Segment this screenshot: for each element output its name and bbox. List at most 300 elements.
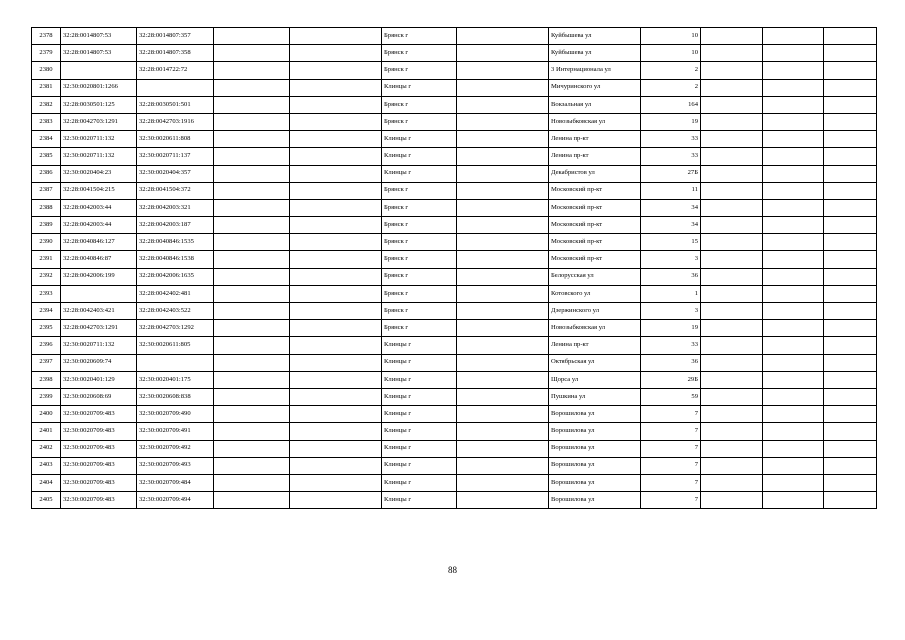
house-number-cell: 19 <box>641 113 701 130</box>
empty-cell <box>290 492 382 509</box>
house-number-cell: 27Б <box>641 165 701 182</box>
empty-cell <box>763 217 824 234</box>
empty-cell <box>457 217 549 234</box>
object-cadastral-number-cell: 32:28:0042003:321 <box>137 199 214 216</box>
empty-cell <box>290 131 382 148</box>
empty-cell <box>290 251 382 268</box>
row-number-cell: 2393 <box>32 285 61 302</box>
row-number-cell: 2401 <box>32 423 61 440</box>
row-number-cell: 2390 <box>32 234 61 251</box>
table-row <box>32 96 877 113</box>
empty-cell <box>701 131 763 148</box>
row-number-cell: 2397 <box>32 354 61 371</box>
empty-cell <box>763 28 824 45</box>
object-cadastral-number-cell <box>137 79 214 96</box>
object-cadastral-number-cell: 32:28:0040846:1538 <box>137 251 214 268</box>
house-number-cell: 33 <box>641 337 701 354</box>
cadastral-number-cell: 32:28:0014807:53 <box>61 28 137 45</box>
empty-cell <box>457 337 549 354</box>
cadastral-number-cell: 32:30:0020608:69 <box>61 388 137 405</box>
row-number-cell: 2398 <box>32 371 61 388</box>
empty-cell <box>701 354 763 371</box>
empty-cell <box>824 234 877 251</box>
empty-cell <box>457 148 549 165</box>
row-number-cell: 2402 <box>32 440 61 457</box>
locality-cell: Клинцы г <box>382 371 457 388</box>
empty-cell <box>701 457 763 474</box>
street-cell: Ленина пр-кт <box>549 337 641 354</box>
house-number-cell: 15 <box>641 234 701 251</box>
locality-cell: Брянск г <box>382 303 457 320</box>
street-cell: Вокзальная ул <box>549 96 641 113</box>
row-number-cell: 2399 <box>32 388 61 405</box>
table-row <box>32 303 877 320</box>
house-number-cell: 11 <box>641 182 701 199</box>
street-cell: Московский пр-кт <box>549 251 641 268</box>
cadastral-number-cell: 32:30:0020609:74 <box>61 354 137 371</box>
row-number-cell: 2388 <box>32 199 61 216</box>
locality-cell: Клинцы г <box>382 406 457 423</box>
street-cell: Ворошилова ул <box>549 474 641 491</box>
house-number-cell: 10 <box>641 28 701 45</box>
locality-cell: Брянск г <box>382 96 457 113</box>
empty-cell <box>824 406 877 423</box>
object-cadastral-number-cell: 32:28:0014807:357 <box>137 28 214 45</box>
empty-cell <box>290 199 382 216</box>
empty-cell <box>457 165 549 182</box>
cadastral-number-cell: 32:28:0042006:199 <box>61 268 137 285</box>
row-number-cell: 2400 <box>32 406 61 423</box>
cadastral-number-cell: 32:30:0020709:483 <box>61 406 137 423</box>
empty-cell <box>214 268 290 285</box>
table-row <box>32 251 877 268</box>
cadastral-number-cell: 32:28:0014807:53 <box>61 45 137 62</box>
empty-cell <box>457 285 549 302</box>
empty-cell <box>290 148 382 165</box>
street-cell: Ворошилова ул <box>549 406 641 423</box>
empty-cell <box>214 457 290 474</box>
empty-cell <box>763 423 824 440</box>
street-cell: Московский пр-кт <box>549 182 641 199</box>
object-cadastral-number-cell: 32:28:0040846:1535 <box>137 234 214 251</box>
empty-cell <box>457 354 549 371</box>
row-number-cell: 2384 <box>32 131 61 148</box>
empty-cell <box>290 285 382 302</box>
house-number-cell: 59 <box>641 388 701 405</box>
empty-cell <box>457 406 549 423</box>
house-number-cell: 164 <box>641 96 701 113</box>
house-number-cell: 34 <box>641 199 701 216</box>
house-number-cell: 2 <box>641 62 701 79</box>
empty-cell <box>824 62 877 79</box>
empty-cell <box>701 474 763 491</box>
empty-cell <box>290 337 382 354</box>
table-body <box>32 28 877 509</box>
empty-cell <box>290 217 382 234</box>
empty-cell <box>214 285 290 302</box>
empty-cell <box>457 199 549 216</box>
street-cell: Московский пр-кт <box>549 234 641 251</box>
empty-cell <box>824 113 877 130</box>
empty-cell <box>457 268 549 285</box>
empty-cell <box>824 199 877 216</box>
house-number-cell: 3 <box>641 303 701 320</box>
table-row <box>32 113 877 130</box>
empty-cell <box>824 354 877 371</box>
empty-cell <box>457 388 549 405</box>
table-row <box>32 371 877 388</box>
empty-cell <box>763 440 824 457</box>
empty-cell <box>763 268 824 285</box>
table-row <box>32 285 877 302</box>
table-row <box>32 217 877 234</box>
object-cadastral-number-cell: 32:28:0042003:187 <box>137 217 214 234</box>
empty-cell <box>457 234 549 251</box>
object-cadastral-number-cell: 32:30:0020611:808 <box>137 131 214 148</box>
empty-cell <box>701 62 763 79</box>
empty-cell <box>701 113 763 130</box>
empty-cell <box>214 62 290 79</box>
locality-cell: Клинцы г <box>382 388 457 405</box>
house-number-cell: 7 <box>641 423 701 440</box>
street-cell: Куйбышева ул <box>549 28 641 45</box>
empty-cell <box>290 474 382 491</box>
house-number-cell: 2 <box>641 79 701 96</box>
cadastral-number-cell <box>61 285 137 302</box>
house-number-cell: 33 <box>641 131 701 148</box>
house-number-cell: 7 <box>641 440 701 457</box>
house-number-cell: 3 <box>641 251 701 268</box>
empty-cell <box>763 354 824 371</box>
street-cell: Московский пр-кт <box>549 199 641 216</box>
row-number-cell: 2396 <box>32 337 61 354</box>
cadastral-number-cell <box>61 62 137 79</box>
house-number-cell: 19 <box>641 320 701 337</box>
table-row <box>32 492 877 509</box>
empty-cell <box>214 234 290 251</box>
locality-cell: Брянск г <box>382 268 457 285</box>
cadastral-number-cell: 32:30:0020709:483 <box>61 492 137 509</box>
empty-cell <box>701 148 763 165</box>
house-number-cell: 36 <box>641 268 701 285</box>
empty-cell <box>824 182 877 199</box>
empty-cell <box>824 131 877 148</box>
object-cadastral-number-cell: 32:30:0020611:805 <box>137 337 214 354</box>
empty-cell <box>290 371 382 388</box>
locality-cell: Клинцы г <box>382 131 457 148</box>
street-cell: Декабристов ул <box>549 165 641 182</box>
cadastral-number-cell: 32:30:0020711:132 <box>61 337 137 354</box>
cadastral-number-cell: 32:28:0042403:421 <box>61 303 137 320</box>
empty-cell <box>701 388 763 405</box>
locality-cell: Клинцы г <box>382 165 457 182</box>
locality-cell: Брянск г <box>382 199 457 216</box>
cadastral-number-cell: 32:28:0030501:125 <box>61 96 137 113</box>
empty-cell <box>214 131 290 148</box>
empty-cell <box>824 492 877 509</box>
table-row <box>32 234 877 251</box>
locality-cell: Брянск г <box>382 62 457 79</box>
object-cadastral-number-cell: 32:30:0020608:838 <box>137 388 214 405</box>
empty-cell <box>701 371 763 388</box>
cadastral-number-cell: 32:30:0020711:132 <box>61 148 137 165</box>
empty-cell <box>763 285 824 302</box>
empty-cell <box>457 320 549 337</box>
locality-cell: Клинцы г <box>382 440 457 457</box>
empty-cell <box>824 457 877 474</box>
house-number-cell: 1 <box>641 285 701 302</box>
empty-cell <box>824 371 877 388</box>
street-cell: Ворошилова ул <box>549 457 641 474</box>
locality-cell: Клинцы г <box>382 337 457 354</box>
locality-cell: Клинцы г <box>382 423 457 440</box>
empty-cell <box>824 148 877 165</box>
empty-cell <box>701 199 763 216</box>
empty-cell <box>290 28 382 45</box>
empty-cell <box>763 165 824 182</box>
empty-cell <box>763 96 824 113</box>
object-cadastral-number-cell: 32:28:0042703:1916 <box>137 113 214 130</box>
empty-cell <box>763 62 824 79</box>
empty-cell <box>701 406 763 423</box>
empty-cell <box>214 440 290 457</box>
empty-cell <box>701 79 763 96</box>
row-number-cell: 2382 <box>32 96 61 113</box>
empty-cell <box>824 474 877 491</box>
table-row <box>32 199 877 216</box>
house-number-cell: 33 <box>641 148 701 165</box>
empty-cell <box>290 457 382 474</box>
street-cell: Пушкина ул <box>549 388 641 405</box>
empty-cell <box>763 492 824 509</box>
empty-cell <box>214 148 290 165</box>
empty-cell <box>701 492 763 509</box>
empty-cell <box>763 45 824 62</box>
table-row <box>32 45 877 62</box>
empty-cell <box>290 388 382 405</box>
object-cadastral-number-cell: 32:30:0020709:491 <box>137 423 214 440</box>
object-cadastral-number-cell: 32:28:0030501:501 <box>137 96 214 113</box>
locality-cell: Клинцы г <box>382 148 457 165</box>
object-cadastral-number-cell: 32:28:0042403:522 <box>137 303 214 320</box>
street-cell: Куйбышева ул <box>549 45 641 62</box>
empty-cell <box>290 45 382 62</box>
empty-cell <box>290 113 382 130</box>
object-cadastral-number-cell: 32:30:0020709:492 <box>137 440 214 457</box>
empty-cell <box>763 320 824 337</box>
empty-cell <box>701 28 763 45</box>
street-cell: Ленина пр-кт <box>549 131 641 148</box>
empty-cell <box>457 457 549 474</box>
empty-cell <box>457 474 549 491</box>
empty-cell <box>214 113 290 130</box>
empty-cell <box>824 303 877 320</box>
object-cadastral-number-cell: 32:30:0020709:490 <box>137 406 214 423</box>
empty-cell <box>701 45 763 62</box>
empty-cell <box>701 285 763 302</box>
object-cadastral-number-cell: 32:28:0041504:372 <box>137 182 214 199</box>
empty-cell <box>701 217 763 234</box>
empty-cell <box>457 79 549 96</box>
cadastral-number-cell: 32:30:0020709:483 <box>61 440 137 457</box>
empty-cell <box>701 234 763 251</box>
empty-cell <box>824 165 877 182</box>
empty-cell <box>701 268 763 285</box>
empty-cell <box>290 423 382 440</box>
empty-cell <box>214 337 290 354</box>
row-number-cell: 2391 <box>32 251 61 268</box>
empty-cell <box>763 251 824 268</box>
street-cell: Ворошилова ул <box>549 423 641 440</box>
empty-cell <box>763 406 824 423</box>
street-cell: Котовского ул <box>549 285 641 302</box>
table-row <box>32 354 877 371</box>
empty-cell <box>701 440 763 457</box>
object-cadastral-number-cell: 32:30:0020404:357 <box>137 165 214 182</box>
empty-cell <box>214 165 290 182</box>
empty-cell <box>290 406 382 423</box>
cadastral-number-cell: 32:28:0040846:87 <box>61 251 137 268</box>
empty-cell <box>824 388 877 405</box>
empty-cell <box>763 303 824 320</box>
empty-cell <box>214 303 290 320</box>
object-cadastral-number-cell: 32:30:0020401:175 <box>137 371 214 388</box>
row-number-cell: 2394 <box>32 303 61 320</box>
empty-cell <box>457 440 549 457</box>
empty-cell <box>214 217 290 234</box>
locality-cell: Клинцы г <box>382 457 457 474</box>
table-row <box>32 131 877 148</box>
page-number: 88 <box>448 565 457 575</box>
empty-cell <box>457 113 549 130</box>
street-cell: Ворошилова ул <box>549 440 641 457</box>
cadastral-number-cell: 32:28:0040846:127 <box>61 234 137 251</box>
registry-table <box>31 27 877 509</box>
empty-cell <box>214 423 290 440</box>
row-number-cell: 2383 <box>32 113 61 130</box>
empty-cell <box>824 45 877 62</box>
empty-cell <box>214 28 290 45</box>
locality-cell: Брянск г <box>382 28 457 45</box>
empty-cell <box>214 45 290 62</box>
house-number-cell: 29Б <box>641 371 701 388</box>
row-number-cell: 2379 <box>32 45 61 62</box>
house-number-cell: 34 <box>641 217 701 234</box>
street-cell: Октябрьская ул <box>549 354 641 371</box>
empty-cell <box>763 337 824 354</box>
house-number-cell: 7 <box>641 474 701 491</box>
locality-cell: Клинцы г <box>382 492 457 509</box>
table-row <box>32 440 877 457</box>
empty-cell <box>290 354 382 371</box>
empty-cell <box>701 251 763 268</box>
empty-cell <box>701 165 763 182</box>
locality-cell: Брянск г <box>382 285 457 302</box>
empty-cell <box>214 320 290 337</box>
object-cadastral-number-cell: 32:30:0020709:484 <box>137 474 214 491</box>
cadastral-number-cell: 32:28:0042003:44 <box>61 217 137 234</box>
cadastral-number-cell: 32:30:0020401:129 <box>61 371 137 388</box>
empty-cell <box>290 320 382 337</box>
empty-cell <box>290 234 382 251</box>
object-cadastral-number-cell: 32:28:0042402:481 <box>137 285 214 302</box>
table-row <box>32 337 877 354</box>
house-number-cell: 7 <box>641 406 701 423</box>
cadastral-number-cell: 32:30:0020404:23 <box>61 165 137 182</box>
table-row <box>32 28 877 45</box>
locality-cell: Брянск г <box>382 45 457 62</box>
row-number-cell: 2387 <box>32 182 61 199</box>
empty-cell <box>824 440 877 457</box>
empty-cell <box>701 423 763 440</box>
empty-cell <box>824 285 877 302</box>
house-number-cell: 7 <box>641 457 701 474</box>
street-cell: Новозыбковская ул <box>549 113 641 130</box>
locality-cell: Брянск г <box>382 217 457 234</box>
house-number-cell: 36 <box>641 354 701 371</box>
object-cadastral-number-cell: 32:30:0020709:493 <box>137 457 214 474</box>
empty-cell <box>457 131 549 148</box>
object-cadastral-number-cell: 32:28:0014722:72 <box>137 62 214 79</box>
empty-cell <box>457 251 549 268</box>
table-row <box>32 62 877 79</box>
locality-cell: Брянск г <box>382 234 457 251</box>
empty-cell <box>824 251 877 268</box>
empty-cell <box>457 423 549 440</box>
locality-cell: Брянск г <box>382 113 457 130</box>
empty-cell <box>701 182 763 199</box>
empty-cell <box>763 371 824 388</box>
locality-cell: Брянск г <box>382 182 457 199</box>
empty-cell <box>214 182 290 199</box>
empty-cell <box>457 96 549 113</box>
empty-cell <box>290 62 382 79</box>
empty-cell <box>214 371 290 388</box>
empty-cell <box>701 337 763 354</box>
street-cell: 3 Интернационала ул <box>549 62 641 79</box>
locality-cell: Брянск г <box>382 320 457 337</box>
table-row <box>32 423 877 440</box>
empty-cell <box>290 182 382 199</box>
row-number-cell: 2386 <box>32 165 61 182</box>
table-row <box>32 388 877 405</box>
row-number-cell: 2381 <box>32 79 61 96</box>
empty-cell <box>290 79 382 96</box>
empty-cell <box>824 337 877 354</box>
cadastral-number-cell: 32:30:0020711:132 <box>61 131 137 148</box>
street-cell: Мичуринского ул <box>549 79 641 96</box>
empty-cell <box>290 96 382 113</box>
empty-cell <box>457 28 549 45</box>
cadastral-number-cell: 32:30:0020709:483 <box>61 423 137 440</box>
row-number-cell: 2380 <box>32 62 61 79</box>
empty-cell <box>457 303 549 320</box>
empty-cell <box>824 423 877 440</box>
table-row <box>32 148 877 165</box>
table-row <box>32 182 877 199</box>
empty-cell <box>763 474 824 491</box>
empty-cell <box>701 320 763 337</box>
cadastral-number-cell: 32:28:0042703:1291 <box>61 320 137 337</box>
object-cadastral-number-cell: 32:30:0020711:137 <box>137 148 214 165</box>
street-cell: Новозыбковская ул <box>549 320 641 337</box>
row-number-cell: 2385 <box>32 148 61 165</box>
empty-cell <box>763 113 824 130</box>
empty-cell <box>457 45 549 62</box>
cadastral-number-cell: 32:30:0020709:483 <box>61 474 137 491</box>
cadastral-number-cell: 32:30:0020801:1266 <box>61 79 137 96</box>
locality-cell: Брянск г <box>382 251 457 268</box>
